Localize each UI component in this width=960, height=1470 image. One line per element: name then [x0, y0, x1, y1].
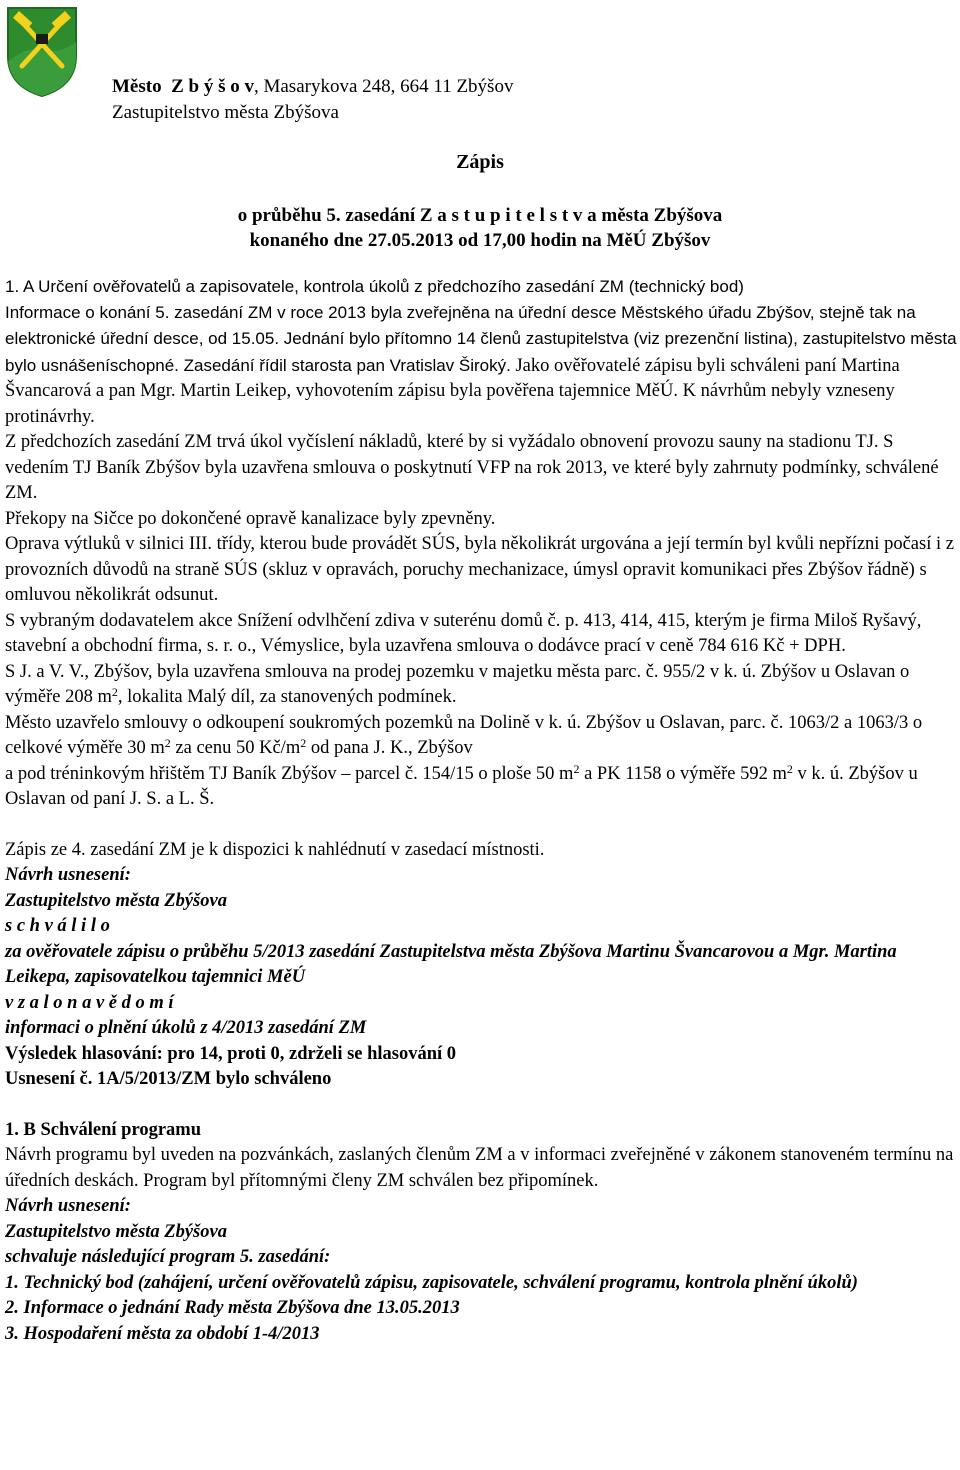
meeting-info-part-1: Informace o konání 5.: [5, 302, 170, 322]
subtitle-line-2: konaného dne 27.05.2013 od 17,00 hodin na MěÚ Zbýšov: [249, 230, 711, 251]
noted-text: informaci o plnění úkolů z 4/2013 zasedání ZM: [5, 1018, 367, 1038]
road-repair-paragraph: Oprava výtluků v silnici III. třídy, kterou bude provádět SÚS, byla několikrát urgována a její termín byl kvůli nepřízni počasí i z provozních důvodů na straně SÚS (skluz v opravách, poruchy mechanizace, úmysl opravit komunikaci přes Zbýšov řádně) s omluvou několikrát odsunut.: [5, 534, 954, 605]
spacer: [5, 813, 957, 838]
header-city-name: Z b ý š o v: [171, 76, 254, 97]
land-purchase-text-2: za cenu 50 Kč/m: [170, 738, 301, 758]
meeting-info-part-2: zasedání ZM v roce 2013 byla zveřejněna na úřední desce Městského úřadu Zbýšov, stejně tak na elektronické úřední desce, od 15.05.: [5, 302, 916, 348]
document-title: Zápis: [456, 151, 504, 173]
land-purchase-text-1: Město uzavřelo smlouvy o odkoupení soukromých pozemků na Dolině v k. ú. Zbýšov u Oslavan, parc. č. 1063/2 a 1063/3 o celkové výměře 30 m: [5, 712, 923, 758]
previous-tasks-paragraph: Z předchozích zasedání ZM trvá úkol vyčíslení nákladů, které by si vyžádalo obnovení provozu sauny na stadionu TJ. S vedením TJ Baník Zbýšov byla uzavřena smlouva o poskytnutí VFP na rok 2013, ve které byly zahrnuty podmínky, schválené ZM.: [5, 432, 939, 503]
header-address: , Masarykova 248, 664 11 Zbýšov: [253, 76, 514, 97]
resolution-approved: Usnesení č. 1A/5/2013/ZM bylo schváleno: [5, 1069, 332, 1089]
header-city-prefix: Město: [112, 76, 162, 97]
section-1b-heading: 1. B Schválení programu: [5, 1119, 201, 1140]
city-coat-of-arms-logo: [6, 6, 78, 98]
land-sale-text-2: , lokalita Malý díl, za stanovených podmínek.: [117, 687, 457, 707]
approves-program-label: schvaluje následující program 5. zasedání:: [5, 1247, 331, 1267]
land-purchase-text-6: v k. ú. Zbýšov u Oslavan od paní J. S. a L. Š.: [5, 763, 918, 809]
program-item: 1. Technický bod (zahájení, určení ověřovatelů zápisu, zapisovatele, schválení programu, kontrola plnění úkolů): [5, 1272, 858, 1293]
superscript: 2: [786, 761, 793, 776]
council-name: Zastupitelstvo města Zbýšova: [5, 1221, 227, 1242]
land-purchase-paragraph: [5, 711, 957, 813]
subtitle-line-1: o průběhu 5. zasedání Z a s t u p i t e l s t v a města Zbýšova: [237, 205, 723, 226]
header-council-name: Zastupitelstvo města Zbýšova: [112, 102, 339, 123]
noted-label: v z a l o n a v ě d o m í: [5, 992, 174, 1013]
council-name: Zastupitelstvo města Zbýšova: [5, 890, 227, 911]
program-paragraph: Návrh programu byl uveden na pozvánkách, zaslaných členům ZM a v informaci zveřejněné v zákonem stanoveném termínu na úředních deskách. Program byl přítomnými členy ZM schválen bez připomínek.: [5, 1145, 954, 1191]
land-purchase-text-5: a PK 1158 o výměře 592 m: [579, 763, 787, 784]
meeting-info-paragraph: [5, 300, 957, 431]
superscript: 2: [300, 736, 307, 750]
program-item: 3. Hospodaření města za období 1-4/2013: [5, 1323, 320, 1344]
supplier-paragraph: S vybraným dodavatelem akce Snížení odvlhčení zdiva v suterénu domů č. p. 413, 414, 415, kterým je firma Miloš Ryšavý, stavební a obchodní firma, s. r. o., Vémyslice, byla uzavřena smlouva o dodávce prací v ceně 784 616 Kč + DPH.: [5, 610, 922, 656]
land-purchase-text-4: a pod tréninkovým hřištěm TJ Baník Zbýšov – parcel č. 154/15 o ploše 50 m: [5, 763, 574, 784]
prekopy-paragraph: Překopy na Sičce po dokončené opravě kanalizace byly zpevněny.: [5, 508, 496, 529]
resolution-proposal-label: Návrh usnesení:: [5, 865, 131, 885]
resolution-proposal-label: Návrh usnesení:: [5, 1196, 131, 1216]
approved-text: za ověřovatele zápisu o průběhu 5/2013 zasedání Zastupitelstva města Zbýšova Martinu Švancarovou a Mgr. Martina Leikepa, zapisovatelkou tajemnici MěÚ: [5, 941, 897, 987]
program-item: 2. Informace o jednání Rady města Zbýšova dne 13.05.2013: [5, 1298, 460, 1318]
approved-label: s c h v á l i l o: [5, 916, 110, 936]
previous-minutes-paragraph: Zápis ze 4. zasedání ZM je k dispozici k nahlédnutí v zasedací místnosti.: [5, 839, 545, 860]
superscript: 2: [164, 736, 171, 750]
municipality-header: [112, 74, 513, 126]
header-address-line: [112, 74, 513, 100]
superscript: 2: [573, 761, 580, 776]
land-purchase-text-3: od pana J. K., Zbýšov: [306, 738, 473, 758]
land-sale-paragraph: [5, 660, 957, 711]
voting-result: Výsledek hlasování: pro 14, proti 0, zdrželi se hlasování 0: [5, 1043, 457, 1064]
meeting-info-part-4: Jako ověřovatelé zápisu byli schváleni paní Martina Švancarová a pan Mgr. Martin Leikep, vyhovotením zápisu byla pověřena tajemnice MěÚ. K návrhům nebyly vzneseny protinávrhy.: [5, 355, 900, 427]
land-sale-text-1: S J. a V. V., Zbýšov, byla uzavřena smlouva na prodej pozemku v majetku města parc. č. 955/2 v k. ú. Zbýšov u Oslavan o výměře 208 m: [5, 661, 910, 707]
section-1a-heading: 1. A Určení ověřovatelů a zapisovatele, kontrola úkolů z předchozího zasedání ZM (technický bod): [5, 277, 744, 296]
spacer: [5, 1093, 957, 1118]
document-body: [5, 274, 957, 1347]
meeting-info-part-3: Jednání bylo přítomno 14 členů zastupitelstva (viz prezenční listina), zastupitelstvo města bylo usnášeníschopné. Zasedání řídil starosta pan Vratislav Široký.: [5, 329, 957, 375]
superscript: 2: [111, 685, 118, 699]
